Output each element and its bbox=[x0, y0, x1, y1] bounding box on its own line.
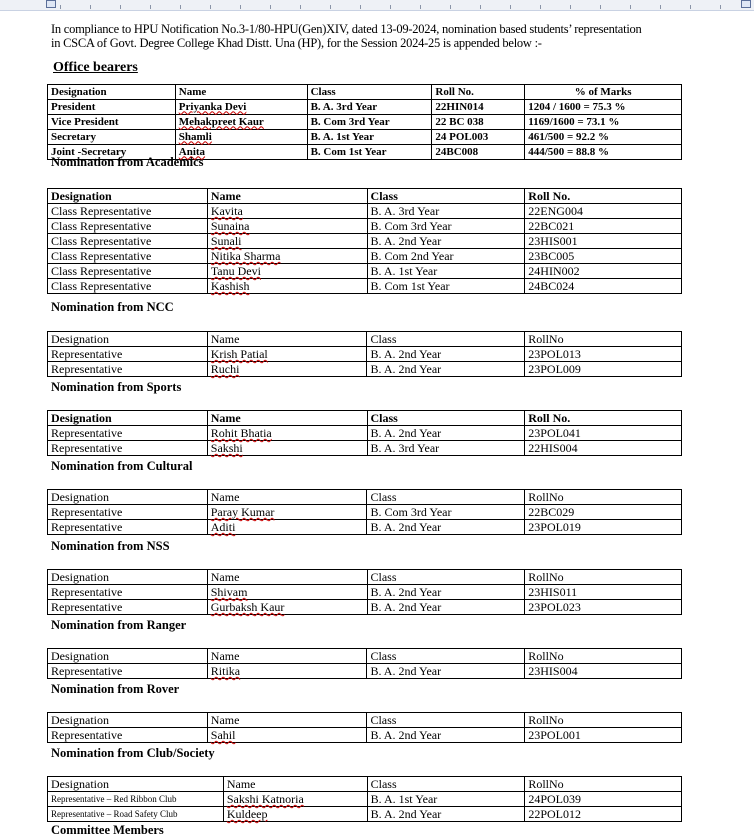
marks-cell: 1204 / 1600 = 75.3 % bbox=[525, 100, 682, 115]
table-row bbox=[48, 130, 682, 145]
name-cell: Paray Kumar bbox=[207, 505, 367, 520]
designation-cell: Class Representative bbox=[48, 234, 208, 249]
club-title: Nomination from Club/Society bbox=[51, 746, 215, 760]
ruler-tick bbox=[180, 5, 181, 9]
ruler-tick bbox=[330, 5, 331, 9]
header-cell: % of Marks bbox=[525, 85, 682, 100]
header-cell: Name bbox=[207, 189, 367, 204]
header-cell: Class bbox=[367, 490, 525, 505]
header-cell: RollNo bbox=[525, 570, 682, 585]
horizontal-ruler[interactable] bbox=[0, 0, 754, 11]
table-row bbox=[48, 204, 682, 219]
designation-cell: Representative bbox=[48, 426, 208, 441]
roll-no-cell: 22 BC 038 bbox=[432, 115, 525, 130]
ranger-table bbox=[47, 648, 682, 679]
table-row bbox=[48, 426, 682, 441]
header-cell: Designation bbox=[48, 570, 208, 585]
header-cell: Class bbox=[367, 411, 525, 426]
roll-no-cell: 23POL019 bbox=[525, 520, 682, 535]
header-cell: Class bbox=[367, 189, 525, 204]
cultural-table bbox=[47, 489, 682, 535]
designation-cell: Representative – Red Ribbon Club bbox=[48, 792, 224, 807]
header-cell: Class bbox=[367, 570, 525, 585]
designation-cell: Class Representative bbox=[48, 204, 208, 219]
header-cell: RollNo bbox=[525, 332, 682, 347]
class-cell: B. Com 1st Year bbox=[307, 145, 432, 160]
ruler-tick bbox=[210, 5, 211, 9]
header-cell: Designation bbox=[48, 713, 208, 728]
roll-no-cell: 23POL023 bbox=[525, 600, 682, 615]
name-cell: Krish Patial bbox=[207, 347, 367, 362]
class-cell: B. A. 2nd Year bbox=[367, 426, 525, 441]
header-cell: Roll No. bbox=[432, 85, 525, 100]
name-cell: Anita bbox=[175, 145, 307, 160]
class-cell: B. A. 2nd Year bbox=[367, 807, 525, 822]
marks-cell: 1169/1600 = 73.1 % bbox=[525, 115, 682, 130]
table-row bbox=[48, 219, 682, 234]
ruler-tick bbox=[390, 5, 391, 9]
designation-cell: Representative bbox=[48, 664, 208, 679]
table-row bbox=[48, 585, 682, 600]
class-cell: B. Com 3rd Year bbox=[367, 505, 525, 520]
header-cell: Roll No. bbox=[525, 411, 682, 426]
ruler-tick bbox=[540, 5, 541, 9]
table-header-row bbox=[48, 490, 682, 505]
designation-cell: Representative bbox=[48, 585, 208, 600]
class-cell: B. A. 2nd Year bbox=[367, 664, 525, 679]
ruler-tick bbox=[690, 5, 691, 9]
ruler-tick bbox=[630, 5, 631, 9]
class-cell: B. Com 3rd Year bbox=[367, 219, 525, 234]
table-header-row bbox=[48, 189, 682, 204]
table-row bbox=[48, 664, 682, 679]
name-cell: Ritika bbox=[207, 664, 367, 679]
left-indent-marker[interactable] bbox=[46, 0, 56, 8]
ruler-tick bbox=[720, 5, 721, 9]
intro-line-2: in CSCA of Govt. Degree College Khad Distt. Una (HP), for the Session 2024-25 is appended below :- bbox=[51, 36, 542, 50]
table-row bbox=[48, 249, 682, 264]
class-cell: B. Com 3rd Year bbox=[307, 115, 432, 130]
roll-no-cell: 24 POL003 bbox=[432, 130, 525, 145]
name-cell: Tanu Devi bbox=[207, 264, 367, 279]
header-cell: RollNo bbox=[525, 649, 682, 664]
table-row bbox=[48, 505, 682, 520]
committee-title: Committee Members bbox=[51, 823, 164, 837]
class-cell: B. Com 1st Year bbox=[367, 279, 525, 294]
ruler-tick bbox=[270, 5, 271, 9]
class-cell: B. A. 2nd Year bbox=[367, 600, 525, 615]
table-row bbox=[48, 441, 682, 456]
name-cell: Priyanka Devi bbox=[175, 100, 307, 115]
header-cell: Designation bbox=[48, 85, 176, 100]
table-row bbox=[48, 279, 682, 294]
table-header-row bbox=[48, 713, 682, 728]
designation-cell: Representative bbox=[48, 347, 208, 362]
ruler-tick bbox=[240, 5, 241, 9]
ncc-title: Nomination from NCC bbox=[51, 300, 174, 314]
ruler-tick bbox=[120, 5, 121, 9]
designation-cell: Secretary bbox=[48, 130, 176, 145]
class-cell: B. A. 1st Year bbox=[307, 130, 432, 145]
roll-no-cell: 23BC005 bbox=[525, 249, 682, 264]
class-cell: B. A. 2nd Year bbox=[367, 728, 525, 743]
roll-no-cell: 22HIS004 bbox=[525, 441, 682, 456]
class-cell: B. Com 2nd Year bbox=[367, 249, 525, 264]
designation-cell: Class Representative bbox=[48, 279, 208, 294]
table-header-row bbox=[48, 570, 682, 585]
header-cell: Name bbox=[207, 490, 367, 505]
ncc-table bbox=[47, 331, 682, 377]
table-row bbox=[48, 520, 682, 535]
header-cell: Name bbox=[207, 332, 367, 347]
designation-cell: Representative bbox=[48, 441, 208, 456]
header-cell: Designation bbox=[48, 411, 208, 426]
table-header-row bbox=[48, 777, 682, 792]
roll-no-cell: 23POL001 bbox=[525, 728, 682, 743]
name-cell: Sunaina bbox=[207, 219, 367, 234]
designation-cell: Joint -Secretary bbox=[48, 145, 176, 160]
roll-no-cell: 23HIS004 bbox=[525, 664, 682, 679]
sports-table bbox=[47, 410, 682, 456]
table-row bbox=[48, 264, 682, 279]
ruler-tick bbox=[60, 5, 61, 9]
designation-cell: Representative bbox=[48, 728, 208, 743]
name-cell: Shamli bbox=[175, 130, 307, 145]
table-row bbox=[48, 100, 682, 115]
table-header-row bbox=[48, 85, 682, 100]
class-cell: B. A. 2nd Year bbox=[367, 585, 525, 600]
table-row bbox=[48, 792, 682, 807]
class-cell: B. A. 3rd Year bbox=[307, 100, 432, 115]
rover-table bbox=[47, 712, 682, 743]
name-cell: Nitika Sharma bbox=[207, 249, 367, 264]
sports-title: Nomination from Sports bbox=[51, 380, 182, 394]
ruler-tick bbox=[300, 5, 301, 9]
name-cell: Kuldeep bbox=[223, 807, 367, 822]
right-indent-marker[interactable] bbox=[741, 0, 751, 8]
ruler-tick bbox=[450, 5, 451, 9]
header-cell: Class bbox=[367, 713, 525, 728]
table-row bbox=[48, 115, 682, 130]
ruler-tick bbox=[150, 5, 151, 9]
name-cell: Aditi bbox=[207, 520, 367, 535]
name-cell: Mehakpreet Kaur bbox=[175, 115, 307, 130]
marks-cell: 461/500 = 92.2 % bbox=[525, 130, 682, 145]
ruler-tick bbox=[420, 5, 421, 9]
designation-cell: President bbox=[48, 100, 176, 115]
table-header-row bbox=[48, 411, 682, 426]
roll-no-cell: 24BC008 bbox=[432, 145, 525, 160]
designation-cell: Representative bbox=[48, 600, 208, 615]
roll-no-cell: 23HIS011 bbox=[525, 585, 682, 600]
header-cell: Designation bbox=[48, 189, 208, 204]
class-cell: B. A. 2nd Year bbox=[367, 362, 525, 377]
roll-no-cell: 22POL012 bbox=[525, 807, 682, 822]
designation-cell: Class Representative bbox=[48, 219, 208, 234]
name-cell: Sakshi Katnoria bbox=[223, 792, 367, 807]
header-cell: Roll No. bbox=[525, 189, 682, 204]
nss-title: Nomination from NSS bbox=[51, 539, 170, 553]
table-row bbox=[48, 234, 682, 249]
table-row bbox=[48, 347, 682, 362]
roll-no-cell: 22ENG004 bbox=[525, 204, 682, 219]
roll-no-cell: 23POL041 bbox=[525, 426, 682, 441]
office-bearers-table bbox=[47, 84, 682, 160]
designation-cell: Class Representative bbox=[48, 249, 208, 264]
rover-title: Nomination from Rover bbox=[51, 682, 180, 696]
ruler-tick bbox=[480, 5, 481, 9]
header-cell: Class bbox=[367, 332, 525, 347]
designation-cell: Vice President bbox=[48, 115, 176, 130]
ruler-tick bbox=[90, 5, 91, 9]
class-cell: B. A. 1st Year bbox=[367, 792, 525, 807]
roll-no-cell: 24BC024 bbox=[525, 279, 682, 294]
name-cell: Kashish bbox=[207, 279, 367, 294]
roll-no-cell: 24HIN002 bbox=[525, 264, 682, 279]
header-cell: Designation bbox=[48, 490, 208, 505]
roll-no-cell: 23POL009 bbox=[525, 362, 682, 377]
roll-no-cell: 23HIS001 bbox=[525, 234, 682, 249]
cultural-title: Nomination from Cultural bbox=[51, 459, 193, 473]
class-cell: B. A. 2nd Year bbox=[367, 234, 525, 249]
name-cell: Sahil bbox=[207, 728, 367, 743]
header-cell: RollNo bbox=[525, 490, 682, 505]
roll-no-cell: 22HIN014 bbox=[432, 100, 525, 115]
ranger-title: Nomination from Ranger bbox=[51, 618, 187, 632]
office-bearers-title: Office bearers bbox=[53, 60, 138, 75]
name-cell: Sakshi bbox=[207, 441, 367, 456]
header-cell: Designation bbox=[48, 649, 208, 664]
header-cell: Designation bbox=[48, 332, 208, 347]
class-cell: B. A. 2nd Year bbox=[367, 520, 525, 535]
class-cell: B. A. 2nd Year bbox=[367, 347, 525, 362]
roll-no-cell: 24POL039 bbox=[525, 792, 682, 807]
name-cell: Kavita bbox=[207, 204, 367, 219]
name-cell: Rohit Bhatia bbox=[207, 426, 367, 441]
designation-cell: Class Representative bbox=[48, 264, 208, 279]
ruler-tick bbox=[360, 5, 361, 9]
ruler-tick bbox=[510, 5, 511, 9]
academics-title: Nomination from Academics bbox=[51, 155, 204, 169]
header-cell: Name bbox=[207, 713, 367, 728]
header-cell: RollNo bbox=[525, 777, 682, 792]
name-cell: Sunali bbox=[207, 234, 367, 249]
header-cell: Designation bbox=[48, 777, 224, 792]
ruler-tick bbox=[600, 5, 601, 9]
header-cell: Name bbox=[175, 85, 307, 100]
ruler-tick bbox=[660, 5, 661, 9]
table-row bbox=[48, 600, 682, 615]
header-cell: Name bbox=[207, 570, 367, 585]
table-header-row bbox=[48, 332, 682, 347]
class-cell: B. A. 3rd Year bbox=[367, 204, 525, 219]
class-cell: B. A. 3rd Year bbox=[367, 441, 525, 456]
intro-paragraph bbox=[51, 22, 731, 50]
header-cell: Class bbox=[307, 85, 432, 100]
name-cell: Shivam bbox=[207, 585, 367, 600]
academics-table bbox=[47, 188, 682, 294]
intro-line-1: In compliance to HPU Notification No.3-1/80-HPU(Gen)XIV, dated 13-09-2024, nomination based students’ representation bbox=[51, 22, 642, 36]
roll-no-cell: 22BC021 bbox=[525, 219, 682, 234]
ruler-tick bbox=[570, 5, 571, 9]
marks-cell: 444/500 = 88.8 % bbox=[525, 145, 682, 160]
class-cell: B. A. 1st Year bbox=[367, 264, 525, 279]
header-cell: Name bbox=[207, 411, 367, 426]
header-cell: Class bbox=[367, 649, 525, 664]
designation-cell: Representative bbox=[48, 520, 208, 535]
header-cell: Class bbox=[367, 777, 525, 792]
header-cell: RollNo bbox=[525, 713, 682, 728]
nss-table bbox=[47, 569, 682, 615]
table-row bbox=[48, 362, 682, 377]
designation-cell: Representative bbox=[48, 505, 208, 520]
name-cell: Gurbaksh Kaur bbox=[207, 600, 367, 615]
table-row bbox=[48, 807, 682, 822]
designation-cell: Representative bbox=[48, 362, 208, 377]
header-cell: Name bbox=[207, 649, 367, 664]
table-row bbox=[48, 728, 682, 743]
table-header-row bbox=[48, 649, 682, 664]
club-table bbox=[47, 776, 682, 822]
name-cell: Ruchi bbox=[207, 362, 367, 377]
designation-cell: Representative – Road Safety Club bbox=[48, 807, 224, 822]
roll-no-cell: 23POL013 bbox=[525, 347, 682, 362]
roll-no-cell: 22BC029 bbox=[525, 505, 682, 520]
header-cell: Name bbox=[223, 777, 367, 792]
